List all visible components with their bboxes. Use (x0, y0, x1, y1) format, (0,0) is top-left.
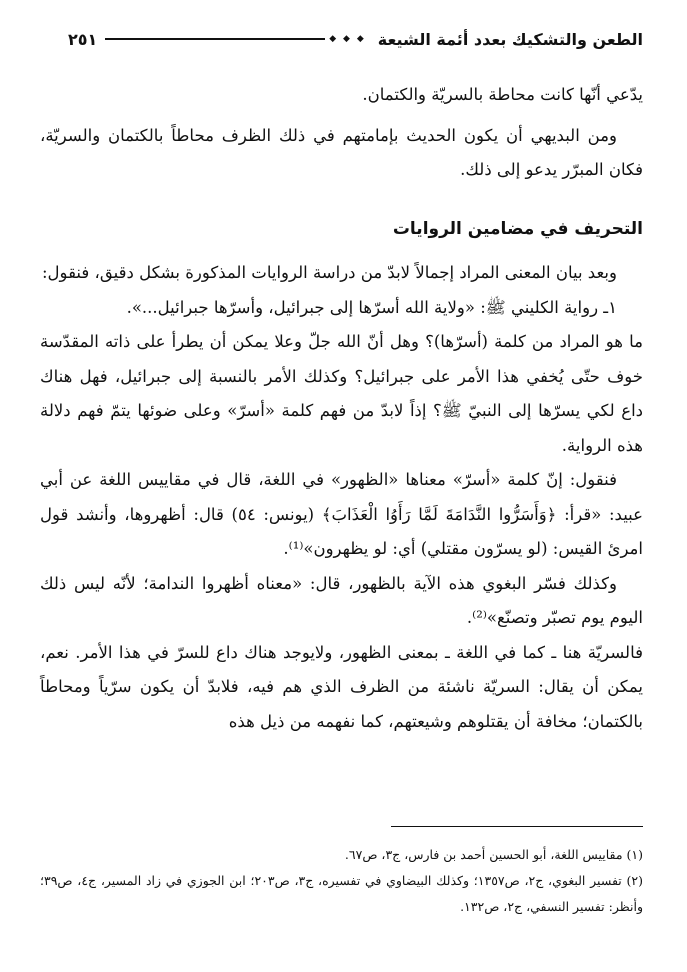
diamond-ornament-icon: ◆ ◆ ◆ (329, 34, 366, 44)
footnote-2: (٢) تفسير البغوي، ج٢، ص١٣٥٧؛ وكذلك البيضاوي في تفسيره، ج٣، ص٢٠٣؛ ابن الجوزي في زاد المسير، ج٤، ص٣٩؛ وأنظر: تفسير النسفي، ج٢، ص١٣٢. (40, 873, 643, 914)
paragraph-8: فالسريّة هنا ـ كما في اللغة ـ بمعنى الظهور، ولايوجد هناك داع للسرّ في هذا الأمر. نعم، يمكن أن يقال: السريّة ناشئة من الظرف الذي هم فيه، فلابدّ أن يكون سرّياً ومحاطاً بالكتمان؛ مخافة أن يقتلوهم وشيعتهم، كما نفهمه من ذيل هذه (40, 642, 643, 731)
header-rule (105, 38, 325, 40)
header-ornament (105, 34, 369, 44)
main-text (40, 78, 643, 739)
page-number: ٢٥١ (68, 29, 98, 49)
paragraph-7: وكذلك فسّر البغوي هذه الآية بالظهور، قال: «معناه أظهروا الندامة؛ لأنّه ليس ذلك اليوم يوم تصبّر وتصنّع»⁽²⁾. (40, 573, 643, 627)
footnote-1: (١) مقاييس اللغة، أبو الحسين أحمد بن فارس، ج٣، ص٦٧. (344, 847, 643, 862)
section-title: التحريف في مضامين الروايات (392, 218, 643, 239)
footnote-separator (391, 826, 643, 827)
paragraph-6: فنقول: إنّ كلمة «أسرّ» معناها «الظهور» في اللغة، قال في مقاييس اللغة عن أبي عبيد: «قرأ: ﴿وَأَسَرُّوا النَّدَامَةَ لَمَّا رَأَوُا الْعَذَابَ﴾ (يونس: ٥٤) قال: أظهروها، وأنشد قول امرئ القيس: (لو يسرّون مقتلي) أي: لو يظهرون»⁽¹⁾. (40, 470, 643, 558)
paragraph-2: ومن البديهي أن يكون الحديث بإمامتهم في ذلك الظرف محاطاً بالكتمان والسريّة، فكان المبرّر يدعو إلى ذلك. (40, 125, 643, 179)
page-header (68, 26, 643, 52)
paragraph-3: وبعد بيان المعنى المراد إجمالاً لابدّ من دراسة الروايات المذكورة بشكل دقيق، فنقول: (42, 263, 617, 282)
running-title: الطعن والتشكيك بعدد أئمة الشيعة (377, 29, 643, 49)
paragraph-1: يدّعي أنّها كانت محاطة بالسريّة والكتمان. (362, 85, 643, 104)
footnotes (40, 842, 643, 920)
paragraph-4: ١ـ رواية الكليني ﷺ: «ولاية الله أسرّها إلى جبرائيل، وأسرّها جبرائيل...». (126, 297, 617, 317)
paragraph-5: ما هو المراد من كلمة (أسرّها)؟ وهل أنّ الله جلّ وعلا يمكن أن يطرأ على ذاته المقدّسة خوف حتّى يُخفي هذا الأمر على جبرائيل؟ وكذلك الأمر بالنسبة إلى جبرائيل، فهل هناك داع لكي يسرّها إلى النبيّ ﷺ؟ إذاً لابدّ من فهم كلمة «أسرّ» وعلى ضوئها يتمّ فهم دلالة هذه الرواية. (40, 332, 643, 455)
